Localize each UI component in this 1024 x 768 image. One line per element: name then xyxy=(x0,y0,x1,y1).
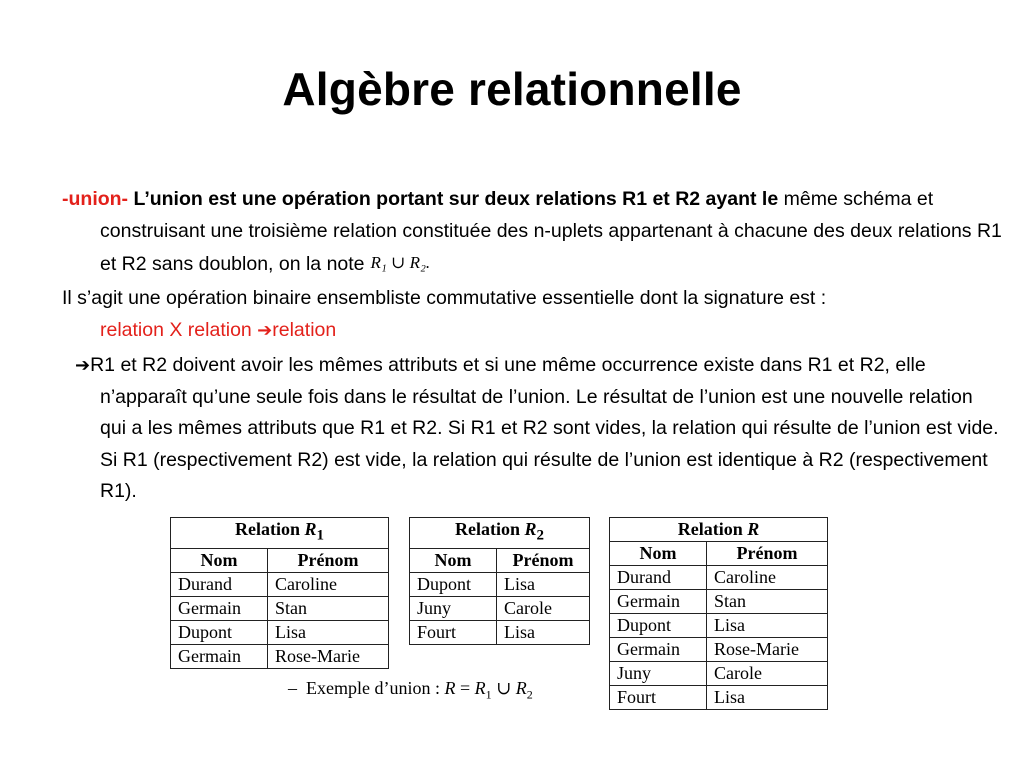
relation-r1-table xyxy=(170,517,389,669)
cell-prenom: Caroline xyxy=(268,572,389,596)
signature-formula-left: relation X relation xyxy=(100,318,258,341)
union-note-text: R1 et R2 doivent avoir les mêmes attributs et si une même occurrence existe dans R1 et R2, elle n’apparaît qu’une seule fois dans le résultat de l’union. Le résultat de l’union est une nouvelle relation qui a les mêmes attributs que R1 et R2. Si R1 et R2 sont vides, la relation qui résulte de l’union est vide. Si R1 (respectivement R2) est vide, la relation qui résulte de l’union est identique à R2 (respectivement R1). xyxy=(90,354,999,502)
signature-formula xyxy=(100,319,336,341)
arrow-icon: ➔ xyxy=(75,355,91,376)
cell-prenom: Rose-Marie xyxy=(707,638,828,662)
cell-nom: Dupont xyxy=(171,620,268,644)
cell-nom: Juny xyxy=(410,596,497,620)
cell-prenom: Carole xyxy=(707,662,828,686)
table-row xyxy=(610,662,828,686)
union-rest-text: même schéma et construisant une troisième relation constituée des n-uplets appartenant à chacune des deux relations R1 et R2 sans doublon, on la note xyxy=(100,188,1002,275)
signature-paragraph xyxy=(62,283,1010,346)
union-definition xyxy=(62,184,1010,281)
cell-prenom: Lisa xyxy=(497,572,590,596)
relation-r2-title: Relation $R_2$ xyxy=(410,518,590,549)
example-caption: – Exemple d’union : $R = R_1$ ∪ $R_2$ xyxy=(288,678,533,702)
cell-prenom: Stan xyxy=(707,590,828,614)
column-header-nom: Nom xyxy=(610,542,707,566)
cell-nom: Juny xyxy=(610,662,707,686)
cell-prenom: Rose-Marie xyxy=(268,644,389,668)
cell-prenom: Carole xyxy=(497,596,590,620)
cell-nom: Germain xyxy=(171,644,268,668)
cell-nom: Fourt xyxy=(410,620,497,644)
relation-r-table xyxy=(609,517,828,710)
cell-nom: Durand xyxy=(171,572,268,596)
cell-nom: Germain xyxy=(610,638,707,662)
column-header-prenom: Prénom xyxy=(497,548,590,572)
union-formula: R₁ ∪ R₂. xyxy=(370,253,431,272)
union-note xyxy=(62,350,1000,508)
table-row xyxy=(610,686,828,710)
cell-prenom: Lisa xyxy=(497,620,590,644)
relation-r2-table xyxy=(409,517,590,645)
cell-nom: Dupont xyxy=(610,614,707,638)
table-row xyxy=(410,620,590,644)
column-header-prenom: Prénom xyxy=(707,542,828,566)
cell-nom: Durand xyxy=(610,566,707,590)
cell-prenom: Lisa xyxy=(268,620,389,644)
cell-nom: Germain xyxy=(610,590,707,614)
table-row xyxy=(410,572,590,596)
table-row xyxy=(610,638,828,662)
column-header-nom: Nom xyxy=(171,548,268,572)
relation-r1-title: Relation $R_1$ xyxy=(171,518,389,549)
signature-formula-right: relation xyxy=(272,318,337,341)
table-row xyxy=(410,596,590,620)
union-example-figure xyxy=(170,517,830,722)
table-row xyxy=(171,596,389,620)
union-tag: -union- xyxy=(62,188,129,210)
cell-prenom: Lisa xyxy=(707,614,828,638)
relation-r-title: Relation R xyxy=(610,518,828,542)
cell-prenom: Lisa xyxy=(707,686,828,710)
cell-nom: Germain xyxy=(171,596,268,620)
cell-nom: Fourt xyxy=(610,686,707,710)
table-row xyxy=(610,566,828,590)
cell-prenom: Caroline xyxy=(707,566,828,590)
signature-text: Il s’agit une opération binaire ensembliste commutative essentielle dont la signature est : xyxy=(62,287,827,309)
column-header-nom: Nom xyxy=(410,548,497,572)
cell-prenom: Stan xyxy=(268,596,389,620)
table-row xyxy=(171,572,389,596)
arrow-icon: ➔ xyxy=(257,319,273,341)
table-row xyxy=(171,620,389,644)
table-row xyxy=(610,590,828,614)
cell-nom: Dupont xyxy=(410,572,497,596)
slide-title: Algèbre relationnelle xyxy=(282,63,742,115)
table-row xyxy=(171,644,389,668)
union-bold-text: L’union est une opération portant sur deux relations R1 et R2 ayant le xyxy=(128,188,779,210)
column-header-prenom: Prénom xyxy=(268,548,389,572)
table-row xyxy=(610,614,828,638)
